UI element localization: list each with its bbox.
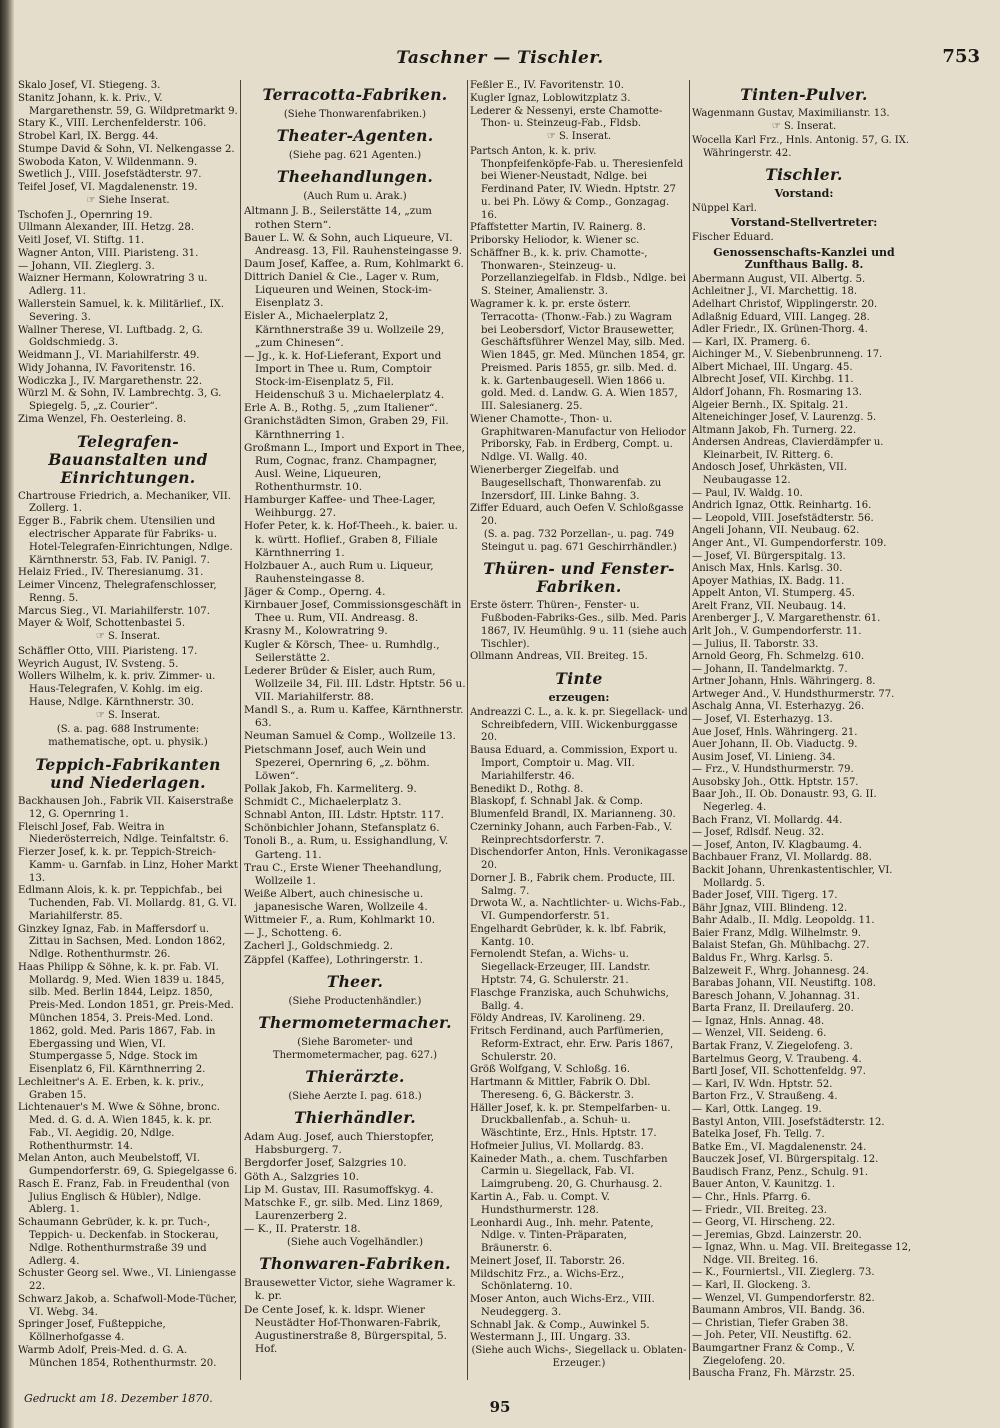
section-heading: Theater-Agenten. (276, 126, 434, 146)
directory-entry: Schnabl Anton, III. Ldstr. Hptstr. 117. (244, 809, 444, 822)
cross-reference-note: ☞ Siehe Inserat. (86, 194, 170, 206)
directory-entry: Edlmann Alois, k. k. pr. Teppichfab., bei Tuchenden, Fab. VI. Mollardg. 81, G. VI. Mariahilferstr. 85. (18, 885, 237, 922)
directory-entry: Barton Frz., V. Straußeng. 4. (692, 1091, 838, 1103)
directory-entry: Aue Josef, Hnls. Währingerg. 21. (692, 726, 858, 738)
directory-entry: Kugler Ignaz, Loblowitzplatz 3. (470, 92, 631, 104)
directory-entry: Schäffner B., k. k. priv. Chamotte-, Thonwaren-, Steinzeug- u. Porzellanziegelfab. in Fldsb., Ndlge. bei S. Steiner, Amalienstr. 3. (470, 247, 686, 298)
section-heading: Thonwaren-Fabriken. (259, 1254, 451, 1274)
directory-entry: Leonhardi Aug., Inh. mehr. Patente, Ndlge. v. Tinten-Präparaten, Bräunerstr. 6. (470, 1217, 654, 1255)
directory-entry: Engelhardt Gebrüder, k. k. lbf. Fabrik, Kantg. 10. (470, 923, 667, 948)
directory-entry: Holzbauer A., auch Rum u. Liqueur, Rauhensteingasse 8. (244, 559, 434, 585)
directory-entry: Lederer & Nessenyi, erste Chamotte-Thon- u. Steinzeug-Fab., Fldsb. (470, 105, 663, 130)
directory-entry: Wagenmann Gustav, Maximilianstr. 13. (692, 108, 890, 119)
directory-entry: Bastyl Anton, VIII. Josefstädterstr. 12. (692, 1116, 885, 1128)
directory-entry: Apoyer Mathias, IX. Badg. 11. (692, 575, 845, 587)
directory-entry: Batelka Josef, Fh. Tellg. 7. (692, 1129, 825, 1141)
section-heading: Thierärzte. (305, 1067, 405, 1086)
column-3 (470, 80, 688, 1380)
directory-entry: Wiener Chamotte-, Thon- u. Graphitwaren-Manufactur von Heliodor Priborsky, Fab. in Erdberg, Compt. u. Ndlge. VI. Wallg. 40. (470, 413, 686, 464)
directory-entry: Pollak Jakob, Fh. Karmeliterg. 9. (244, 782, 417, 795)
directory-entry: Meinert Josef, II. Taborstr. 26. (470, 1255, 625, 1267)
directory-entry: Altmann J. B., Seilerstätte 14, „zum rothen Stern“. (244, 205, 432, 231)
directory-entry: Springer Josef, Fußteppiche, Köllnerhofgasse 4. (18, 1319, 166, 1344)
directory-entry: — Ignaz, Hnls. Annag. 48. (692, 1015, 825, 1027)
directory-entry: Haas Philipp & Söhne, k. k. pr. Fab. VI. Mollardg. 9, Med. Wien 1839 u. 1845, silb. Med. Berlin 1844, Leipz. 1850, Preis-Med. London 1851, gr. Preis-Med. München 1854, 3. Preis-Med. Lond. 1862, gold. Med. Paris 1867, Fab. in Ebergassing und Wien, VI. Stumpergasse 5, Ndge. Stock im Eisenplatz 6, Fil. Kärnthnerring 2. (18, 961, 234, 1076)
directory-entry: Skalo Josef, VI. Stiegeng. 3. (18, 80, 161, 91)
directory-entry: Daum Josef, Kaffee, a. Rum, Kohlmarkt 6. (244, 257, 464, 270)
directory-entry: Kirnbauer Josef, Commissionsgeschäft in Thee u. Rum, VII. Andreasg. 8. (244, 599, 462, 625)
subheading: erzeugen: (548, 691, 610, 705)
directory-entry: — Friedr., VII. Breiteg. 23. (692, 1204, 827, 1216)
directory-entry: — Josef, VI. Esterhazyg. 13. (692, 714, 833, 726)
directory-entry: Brausewetter Victor, siehe Wagramer k. k. pr. (244, 1277, 456, 1303)
directory-entry: Veitl Josef, VI. Stiftg. 11. (18, 235, 145, 247)
directory-entry: Hofmeier Julius, VI. Mollardg. 83. (470, 1140, 644, 1152)
directory-entry: Schwarz Jakob, a. Schafwoll-Mode-Tücher, VI. Webg. 34. (18, 1293, 237, 1318)
cross-reference-note: (Siehe Productenhändler.) (288, 995, 422, 1007)
directory-entry: Batke Em., VI. Magdalenenstr. 24. (692, 1141, 867, 1153)
directory-entry: Abermann August, VII. Albertg. 5. (692, 273, 866, 285)
directory-entry: Leimer Vincenz, Thelegrafenschlosser, Renng. 5. (18, 580, 217, 604)
directory-entry: Wallner Therese, VI. Luftbadg. 2, G. Goldschmiedg. 3. (18, 324, 203, 349)
directory-entry: Wodiczka J., IV. Margarethenstr. 22. (18, 375, 203, 387)
book-gutter-shadow (0, 0, 14, 1428)
directory-entry: Zacherl J., Goldschmiedg. 2. (244, 940, 394, 953)
directory-entry: Lichtenauer's M. Wwe & Söhne, bronc. Med. d. G. d. A. Wien 1845, k. k. pr. Fab., VI. Aegidig. 20, Ndlge. Rothenthurmstr. 14. (18, 1102, 220, 1152)
print-date: Gedruckt am 18. Dezember 1870. (24, 1392, 213, 1405)
directory-entry: Westermann J., III. Ungarg. 33. (470, 1332, 631, 1344)
column-4 (692, 80, 916, 1380)
directory-entry: — Frz., V. Hundsthurmerstr. 79. (692, 764, 854, 776)
directory-entry: Nüppel Karl. (692, 202, 757, 214)
directory-entry: Matschke F., gr. silb. Med. Linz 1869, Laurenzerberg 2. (244, 1196, 443, 1222)
directory-entry: — Josef, Anton, IV. Klagbaumg. 4. (692, 839, 862, 851)
directory-entry: Achleitner J., VI. Marchettig. 18. (692, 286, 858, 298)
directory-entry: Wocella Karl Frz., Hnls. Antonig. 57, G. IX. Währingerstr. 42. (692, 135, 910, 159)
directory-entry: Fritsch Ferdinand, auch Parfümerien, Reform-Extract, ehr. Erw. Paris 1867, Schulerstr. 20. (470, 1026, 674, 1063)
directory-entry: Bartl Josef, VII. Schottenfeldg. 97. (692, 1066, 866, 1078)
directory-entry: Ollmann Andreas, VII. Breiteg. 15. (470, 651, 648, 663)
directory-entry: Großmann L., Import und Export in Thee, Rum, Cognac, franz. Champagner, Ausl. Weine, Liqueuren, Rothenthurmstr. 10. (244, 441, 465, 493)
directory-entry: Aldorf Johann, Fh. Rosmaring 13. (692, 386, 862, 398)
directory-entry: Fleischl Josef, Fab. Weitra in Niederösterreich, Ndlge. Teinfaltstr. 6. (18, 821, 229, 846)
directory-entry: Bauer L. W. & Sohn, auch Liqueure, VI. Andreasg. 13, Fil. Rauhensteingasse 9. (244, 231, 462, 257)
directory-entry: — K., Fourniertsl., VII. Zieglerg. 73. (692, 1267, 875, 1279)
directory-entry: Schmidt C., Michaelerplatz 3. (244, 796, 402, 808)
directory-entry: Fierzer Josef, k. k. pr. Teppich-Streich-Kamm- u. Garnfab. in Linz, Hoher Markt 13. (18, 847, 238, 884)
directory-entry: Anisch Max, Hnls. Karlsg. 30. (692, 563, 843, 575)
directory-entry: Kartin A., Fab. u. Compt. V. Hundsthurmerstr. 128. (470, 1192, 610, 1216)
directory-entry: Wittmeier F., a. Rum, Kohlmarkt 10. (244, 914, 436, 927)
directory-entry: Angeli Johann, VII. Neubaug. 62. (692, 525, 860, 537)
cross-reference-note: (Siehe Thonwarenfabriken.) (283, 109, 427, 120)
directory-entry: Moser Anton, auch Wichs-Erz., VIII. Neudeggerg. 3. (470, 1294, 655, 1318)
cross-reference-note: ☞ S. Inserat. (95, 709, 161, 721)
directory-entry: Schönbichler Johann, Stefansplatz 6. (244, 822, 440, 835)
directory-entry: Rasch E. Franz, Fab. in Freudenthal (von Julius Englisch & Hübler), Ndlge. Ablerg. 1. (18, 1178, 230, 1216)
directory-entry: Bergdorfer Josef, Salzgries 10. (244, 1157, 407, 1170)
directory-entry: Aschalg Anna, VI. Esterhazyg. 26. (692, 701, 865, 713)
directory-entry: — Christian, Tiefer Graben 38. (692, 1317, 849, 1329)
directory-entry: Ausobsky Joh., Ottk. Hptstr. 157. (692, 776, 859, 788)
directory-entry: Dorner J. B., Fabrik chem. Producte, III. Salmg. 7. (470, 872, 676, 897)
directory-entry: Arnold Georg, Fh. Schmelzg. 610. (692, 651, 865, 663)
directory-entry: Adlaßnig Eduard, VIII. Langeg. 28. (692, 311, 870, 323)
directory-entry: — Josef, Rdlsdf. Neug. 32. (692, 827, 825, 839)
directory-entry: — Ignaz, Whn. u. Mag. VII. Breitegasse 12, Ndge. VII. Breiteg. 16. (692, 1242, 912, 1266)
directory-entry: Anger Ant., VI. Gumpendorferstr. 109. (692, 537, 887, 549)
directory-entry: Drwota W., a. Nachtlichter- u. Wichs-Fab., VI. Gumpendorferstr. 51. (470, 898, 686, 923)
directory-entry: — Jg., k. k. Hof-Lieferant, Export und Import in Thee u. Rum, Comptoir Stock-im-Eisenplatz 5, Fil. Heidenschuß 3 u. Michaelerplatz 4. (244, 349, 445, 402)
sheet-signature: 95 (489, 1398, 511, 1416)
directory-entry: Arenberger J., V. Margarethenstr. 61. (692, 613, 881, 625)
directory-entry: Mayer & Wolf, Schottenbastei 5. (18, 618, 186, 630)
directory-entry: Baar Joh., II. Ob. Donaustr. 93, G. II. Negerleg. 4. (692, 789, 877, 814)
directory-entry: Adler Friedr., IX. Grünen-Thorg. 4. (692, 324, 868, 336)
directory-entry: — Karl, Ottk. Langeg. 19. (692, 1103, 822, 1115)
section-heading: Tinten-Pulver. (740, 85, 868, 104)
directory-entry: Artweger And., V. Hundsthurmerstr. 77. (692, 688, 895, 700)
column-rule (467, 80, 468, 1380)
directory-entry: Jäger & Comp., Operng. 4. (244, 586, 386, 598)
directory-entry: Andosch Josef, Uhrkästen, VII. Neubaugasse 12. (692, 462, 848, 487)
directory-entry: Krasny M., Kolowratring 9. (244, 625, 388, 638)
directory-entry: Andrich Ignaz, Ottk. Reinhartg. 16. (692, 500, 872, 512)
directory-entry: Größ Wolfgang, V. Schloßg. 16. (470, 1064, 630, 1076)
directory-entry: Baldus Fr., Whrg. Karlsg. 5. (692, 953, 833, 964)
directory-entry: — Karl, IV. Wdn. Hptstr. 52. (692, 1078, 833, 1090)
directory-entry: Tschofen J., Opernring 19. (18, 209, 153, 221)
directory-entry: Feßler E., IV. Favoritenstr. 10. (470, 80, 624, 91)
directory-entry: Benedikt D., Rothg. 8. (470, 783, 584, 795)
directory-entry: Ausim Josef, VI. Linieng. 34. (692, 751, 836, 763)
directory-entry: Erle A. B., Rothg. 5, „zum Italiener“. (244, 402, 438, 415)
directory-entry: Barta Franz, II. Dreilauferg. 20. (692, 1003, 854, 1015)
directory-entry: Wagramer k. k. pr. erste österr. Terracotta- (Thonw.-Fab.) zu Wagram bei Leobersdorf, Victor Brausewetter, Geschäftsführer Wenzel May, silb. Med. Wien 1845, gr. Med. München 1854, gr. Preismed. Paris 1855, gr. silb. Med. d. k. k. Gartenbaugesell. Wien 1866 u. gold. Med. d. Landw. G. A. Wien 1857, III. Salesianerg. 25. (470, 299, 686, 413)
section-heading: Thüren- und Fenster-Fabriken. (483, 559, 675, 597)
directory-entry: Bachbauer Franz, VI. Mollardg. 88. (692, 852, 872, 864)
directory-entry: Melan Anton, auch Meubelstoff, VI. Gumpendorferstr. 69, G. Spiegelgasse 6. (18, 1153, 238, 1178)
directory-entry: Warmb Adolf, Preis-Med. d. G. A. München 1854, Rothenthurmstr. 20. (18, 1344, 217, 1369)
directory-entry: Erste österr. Thüren-, Fenster- u. Fußboden-Fabriks-Ges., silb. Med. Paris 1867, IV. Heumühlg. 9 u. 11 (siehe auch Tischler). (470, 600, 687, 650)
directory-entry: Backhausen Joh., Fabrik VII. Kaiserstraße 12, G. Opernring 1. (18, 795, 234, 820)
subheading: Genossenschafts-Kanzlei und Zunfthaus Ballg. 8. (713, 245, 895, 272)
directory-entry: Alteneichinger Josef, V. Laurenzg. 5. (692, 412, 877, 424)
directory-entry: Strobel Karl, IX. Bergg. 44. (18, 131, 159, 143)
directory-entry: Bartelmus Georg, V. Traubeng. 4. (692, 1053, 862, 1065)
directory-entry: Schaumann Gebrüder, k. k. pr. Tuch-, Teppich- u. Deckenfab. in Stockerau, Ndlge. Rothenthurmstraße 39 und Adlerg. 4. (18, 1217, 219, 1267)
directory-entry: Häller Josef, k. k. pr. Stempelfarben- u. Druckballenfab., a. Schuh- u. Wäschtinte, Erz., Hnls. Hptstr. 17. (470, 1102, 671, 1140)
directory-entry: — Karl, IX. Pramerg. 6. (692, 336, 811, 348)
section-heading: Theehandlungen. (276, 167, 434, 187)
directory-entry: Czerninky Johann, auch Farben-Fab., V. Reinprechtsdorferstr. 7. (470, 821, 673, 846)
directory-entry: Arelt Franz, VII. Neubaug. 14. (692, 600, 847, 612)
directory-entry: Altmann Jakob, Fh. Turnerg. 22. (692, 424, 857, 436)
directory-entry: De Cente Josef, k. k. ldspr. Wiener Neustädter Hof-Thonwaren-Fabrik, Augustinerstraße 8, Bürgerspital, 5. Hof. (244, 1303, 447, 1355)
directory-entry: Helaiz Fried., IV. Theresianumg. 31. (18, 567, 204, 579)
directory-entry: Hamburger Kaffee- und Thee-Lager, Weihburgg. 27. (244, 494, 436, 520)
directory-entry: Waizner Hermann, Kolowratring 3 u. Adlerg. 11. (18, 273, 208, 298)
directory-entry: — Josef, VI. Bürgerspitalg. 13. (692, 550, 846, 562)
page-number: 753 (942, 46, 980, 67)
cross-reference-note: ☞ S. Inserat. (771, 120, 837, 132)
directory-entry: Granichstädten Simon, Graben 29, Fil. Kärnthnerring 1. (244, 415, 449, 441)
directory-entry: Stumpe David & Sohn, VI. Nelkengasse 2. (18, 143, 235, 155)
directory-entry: Bahr Adalb., II. Mdlg. Leopoldg. 11. (692, 915, 875, 927)
directory-entry: Albert Michael, III. Ungarg. 45. (692, 361, 853, 373)
cross-reference-note: (Siehe auch Wichs-, Siegellack u. Oblaten-Erzeuger.) (471, 1345, 687, 1369)
directory-entry: Bartak Franz, V. Ziegelofeng. 3. (692, 1041, 853, 1053)
cross-reference-note: (Auch Rum u. Arak.) (303, 191, 407, 203)
directory-entry: Auer Johann, II. Ob. Viaductg. 9. (692, 739, 858, 751)
directory-entry: Backit Johann, Uhrenkastentischler, VI. Mollardg. 5. (692, 864, 893, 889)
directory-entry: Dischendorfer Anton, Hnls. Veronikagasse 20. (470, 847, 688, 872)
directory-entry: Schäffler Otto, VIII. Piaristeng. 17. (18, 645, 198, 657)
directory-entry: — Johann, II. Tandelmarktg. 7. (692, 663, 848, 675)
directory-entry: Swoboda Katon, V. Wildenmann. 9. (18, 156, 198, 168)
directory-entry: Lederer Brüder & Eisler, auch Rum, Wollzeile 34, Fil. III. Ldstr. Hptstr. 56 u. VII. Mariahilferstr. 88. (244, 664, 466, 703)
directory-entry: — Johann, VII. Zieglerg. 3. (18, 260, 155, 272)
directory-entry: Zima Wenzel, Fh. Oesterleing. 8. (18, 413, 187, 425)
directory-entry: — Leopold, VIII. Josefstädterstr. 56. (692, 512, 874, 524)
directory-entry: Adam Aug. Josef, auch Thierstopfer, Habsburgerg. 7. (244, 1131, 435, 1157)
directory-entry: Andersen Andreas, Clavierdämpfer u. Kleinarbeit, IV. Ritterg. 6. (692, 437, 884, 461)
directory-entry: Földy Andreas, IV. Karolineng. 29. (470, 1013, 646, 1025)
cross-reference-note: ☞ S. Inserat. (95, 631, 161, 643)
directory-entry: Baumann Ambros, VII. Bandg. 36. (692, 1305, 865, 1317)
directory-entry: Wienerberger Ziegelfab. und Baugesellschaft, Thonwarenfab. zu Inzersdorf, III. Linke Bahng. 3. (470, 464, 662, 502)
directory-entry: — Georg, VI. Hirscheng. 22. (692, 1217, 836, 1229)
directory-entry: Blumenfeld Brandl, IX. Marianneng. 30. (470, 809, 676, 821)
directory-entry: Adelhart Christof, Wipplingerstr. 20. (692, 298, 878, 310)
directory-entry: Weiße Albert, auch chinesische u. japanesische Waren, Wollzeile 4. (244, 887, 428, 913)
directory-entry: Pfaffstetter Martin, IV. Rainerg. 8. (470, 222, 646, 234)
directory-entry: Baresch Johann, V. Johannag. 31. (692, 990, 860, 1002)
directory-entry: Lechleitner's A. E. Erben, k. k. priv., Graben 15. (18, 1076, 204, 1101)
directory-entry: Swetlich J., VIII. Josefstädterstr. 97. (18, 169, 202, 181)
cross-reference-note: (Siehe Barometer- und Thermometermacher, pag. 627.) (272, 1036, 438, 1061)
directory-entry: — Wenzel, VII. Seideng. 6. (692, 1028, 827, 1040)
directory-entry: Bauer Anton, V. Kaunitzg. 1. (692, 1179, 836, 1191)
directory-entry: Weyrich August, IV. Svsteng. 5. (18, 658, 179, 670)
directory-entry: Schuster Georg sel. Wwe., VI. Liniengasse 22. (18, 1268, 237, 1293)
directory-entry: Tonoli B., a. Rum, u. Essighandlung, V. Garteng. 11. (244, 835, 449, 861)
directory-entry: Flaschge Franziska, auch Schuhwichs, Ballg. 4. (470, 987, 669, 1012)
cross-reference-note: (S. a. pag. 732 Porzellan-, u. pag. 749 Steingut u. pag. 671 Geschirrhändler.) (481, 528, 677, 553)
directory-entry: — Jeremias, Gbzd. Lainzerstr. 20. (692, 1229, 862, 1241)
cross-reference-note: ☞ S. Inserat. (546, 131, 612, 143)
section-heading: Teppich-Fabrikanten und Niederlagen. (35, 754, 221, 792)
directory-entry: — K., II. Praterstr. 18. (244, 1223, 361, 1235)
directory-entry: Stanitz Johann, k. k. Priv., V. Margarethenstr. 59, G. Wildpretmarkt 9. (18, 92, 238, 117)
directory-entry: Egger B., Fabrik chem. Utensilien und electrischer Apparate für Fabriks- u. Hotel-Telegrafen-Einrichtungen, Ndlge. Kärnthnerstr. 53, Fab. IV. Panigl. 7. (18, 516, 233, 566)
directory-entry: Baumgartner Franz & Comp., V. Ziegelofeng. 20. (692, 1342, 856, 1367)
directory-entry: Lip M. Gustav, III. Rasumoffskyg. 4. (244, 1183, 434, 1196)
directory-entry: Bauczek Josef, VI. Bürgerspitalg. 12. (692, 1154, 879, 1166)
directory-entry: Würzl M. & Sohn, IV. Lambrechtg. 3, G. Spiegelg. 5, „z. Courier“. (18, 388, 222, 413)
directory-entry: Bader Josef, VIII. Tigerg. 17. (692, 890, 838, 902)
column-2 (244, 80, 466, 1380)
cross-reference-note: (Siehe auch Vogelhändler.) (287, 1237, 423, 1249)
directory-entry: Pietschmann Josef, auch Wein und Spezerei, Opernring 6, „z. böhm. Löwen“. (244, 743, 430, 782)
directory-entry: Bähr Jgnaz, VIII. Blindeng. 12. (692, 902, 848, 914)
directory-entry: Arlt Joh., V. Gumpendorferstr. 11. (692, 625, 862, 637)
directory-entry: Kaineder Math., a. chem. Tuschfarben Carmin u. Siegellack, Fab. VI. Laimgrubeng. 20, G. Churhausg. 2. (470, 1153, 668, 1191)
directory-entry: — J., Schotteng. 6. (244, 927, 342, 940)
subheading: Vorstand: (774, 187, 834, 201)
directory-entry: Bach Franz, VI. Mollardg. 44. (692, 814, 843, 826)
directory-entry: Eisler A., Michaelerplatz 2, Kärnthnerstraße 39 u. Wollzeile 29, „zum Chinesen“. (244, 310, 445, 349)
column-1 (18, 80, 238, 1380)
directory-entry: Ginzkey Ignaz, Fab. in Maffersdorf u. Zittau in Sachsen, Med. London 1862, Ndlge. Rothenthurmstr. 26. (18, 923, 226, 961)
running-head (14, 40, 986, 76)
directory-entry: Barabas Johann, VII. Neustiftg. 108. (692, 978, 877, 990)
directory-entry: Widy Johanna, IV. Favoritenstr. 16. (18, 362, 196, 374)
section-heading: Tinte (555, 669, 603, 689)
directory-entry: Andreazzi C. L., a. k. k. pr. Siegellack- und Schreibfedern, VIII. Wickenburggasse 20. (470, 706, 688, 744)
directory-entry: Wagner Anton, VIII. Piaristeng. 31. (18, 247, 199, 259)
directory-entry: Appelt Anton, VI. Stumperg. 45. (692, 588, 855, 600)
directory-entry: Göth A., Salzgries 10. (244, 1170, 360, 1183)
column-rule (689, 80, 690, 1380)
directory-entry: Kugler & Körsch, Thee- u. Rumhdlg., Seilerstätte 2. (244, 638, 440, 664)
cross-reference-note: (S. a. pag. 688 Instrumente: mathematische, opt. u. physik.) (48, 724, 208, 749)
directory-entry: Trau C., Erste Wiener Theehandlung, Wollzeile 1. (244, 861, 442, 887)
directory-entry: Bauscha Franz, Fh. Märzstr. 25. (692, 1368, 855, 1380)
directory-entry: Stary K., VIII. Lerchenfelderstr. 106. (18, 118, 207, 130)
section-heading: Thierhändler. (294, 1108, 416, 1128)
directory-entry: Zäppfel (Kaffee), Lothringerstr. 1. (244, 953, 424, 966)
directory-entry: Balzeweit F., Whrg. Johannesg. 24. (692, 965, 869, 977)
directory-entry: Baudisch Franz, Penz., Schulg. 91. (692, 1166, 869, 1178)
section-heading: Tischler. (765, 165, 843, 185)
directory-entry: Priborsky Heliodor, k. Wiener sc. (470, 235, 640, 247)
section-heading: Thermometermacher. (258, 1012, 452, 1032)
directory-entry: Artner Johann, Hnls. Währingerg. 8. (692, 676, 876, 688)
directory-entry: Dittrich Daniel & Cie., Lager v. Rum, Liqueuren und Weinen, Stock-im-Eisenplatz 3. (244, 271, 440, 310)
directory-entry: Schnabl Jak. & Comp., Auwinkel 5. (470, 1319, 650, 1331)
section-heading: Theer. (326, 971, 384, 991)
directory-entry: Neuman Samuel & Comp., Wollzeile 13. (244, 730, 456, 743)
directory-entry: — Paul, IV. Waldg. 10. (692, 487, 803, 499)
cross-reference-note: (Siehe Aerzte I. pag. 618.) (288, 1091, 422, 1102)
directory-entry: Algeier Bernh., IX. Spitalg. 21. (692, 399, 848, 411)
column-rule (240, 80, 241, 1380)
section-heading: Telegrafen-Bauanstalten und Einrichtungen. (48, 431, 208, 487)
directory-entry: Ullmann Alexander, III. Hetzg. 28. (18, 222, 195, 234)
directory-entry: Hartmann & Mittler, Fabrik O. Dbl. Thereseng. 6, G. Bäckerstr. 3. (470, 1077, 651, 1101)
directory-entry: Fischer Eduard. (692, 232, 774, 244)
directory-entry: Baier Franz, Mdlg. Wilhelmstr. 9. (692, 927, 861, 939)
subheading: Vorstand-Stellvertreter: (730, 216, 878, 230)
cross-reference-note: (Siehe pag. 621 Agenten.) (288, 150, 422, 162)
directory-entry: Ziffer Eduard, auch Oefen V. Schloßgasse 20. (470, 503, 684, 528)
directory-entry: Wallerstein Samuel, k. k. Militärlief., IX. Severing. 3. (18, 299, 224, 323)
directory-entry: Teifel Josef, VI. Magdalenenstr. 19. (18, 182, 198, 194)
directory-entry: Marcus Sieg., VI. Mariahilferstr. 107. (18, 605, 210, 617)
directory-entry: Wollers Wilhelm, k. k. priv. Zimmer- u. Haus-Telegrafen, V. Kohlg. im eig. Hause, Ndlge. Kärnthnerstr. 30. (18, 671, 216, 708)
directory-entry: — Wenzel, VI. Gumpendorferstr. 82. (692, 1292, 875, 1304)
directory-entry: Mandl S., a. Rum u. Kaffee, Kärnthnerstr. 63. (244, 704, 464, 730)
running-head-title: Taschner — Tischler. (396, 48, 604, 68)
directory-entry: — Julius, II. Taborstr. 33. (692, 638, 819, 650)
directory-entry: Albrecht Josef, VII. Kirchbg. 11. (692, 374, 854, 386)
directory-entry: Bausa Eduard, a. Commission, Export u. Import, Comptoir u. Mag. VII. Mariahilferstr. 46. (470, 745, 678, 782)
directory-entry: Weidmann J., VI. Mariahilferstr. 49. (18, 350, 200, 362)
directory-entry: — Chr., Hnls. Pfarrg. 6. (692, 1191, 811, 1203)
directory-entry: Aichinger M., V. Siebenbrunneng. 17. (692, 349, 883, 361)
directory-entry: Mildschitz Frz., a. Wichs-Erz., Schönlaterng. 10. (470, 1268, 625, 1293)
directory-entry: Hofer Peter, k. k. Hof-Theeh., k. baier. u. k. württ. Hoflief., Graben 8, Filiale Kärnthnerring 1. (244, 520, 458, 559)
directory-entry: Balaist Stefan, Gh. Mühlbachg. 27. (692, 940, 870, 952)
directory-entry: Fernolendt Stefan, a. Wichs- u. Siegellack-Erzeuger, III. Landstr. Hptstr. 74, G. Schulerstr. 21. (470, 949, 651, 986)
section-heading: Terracotta-Fabriken. (262, 85, 448, 104)
directory-entry: — Joh. Peter, VII. Neustiftg. 62. (692, 1330, 852, 1342)
directory-entry: Chartrouse Friedrich, a. Mechaniker, VII. Zollerg. 1. (18, 490, 231, 515)
directory-entry: Blaskopf, f. Schnabl Jak. & Comp. (470, 796, 643, 808)
directory-entry: Partsch Anton, k. k. priv. Thonpfeifenköpfe-Fab. u. Theresienfeld bei Wiener-Neustadt, Ndlge. bei Ferdinand Pater, IV. Wiedn. Hptstr. 27 u. bei Ph. Löwy & Comp., Gonzagag. 16. (470, 145, 684, 221)
directory-entry: — Karl, II. Glockeng. 3. (692, 1280, 811, 1292)
